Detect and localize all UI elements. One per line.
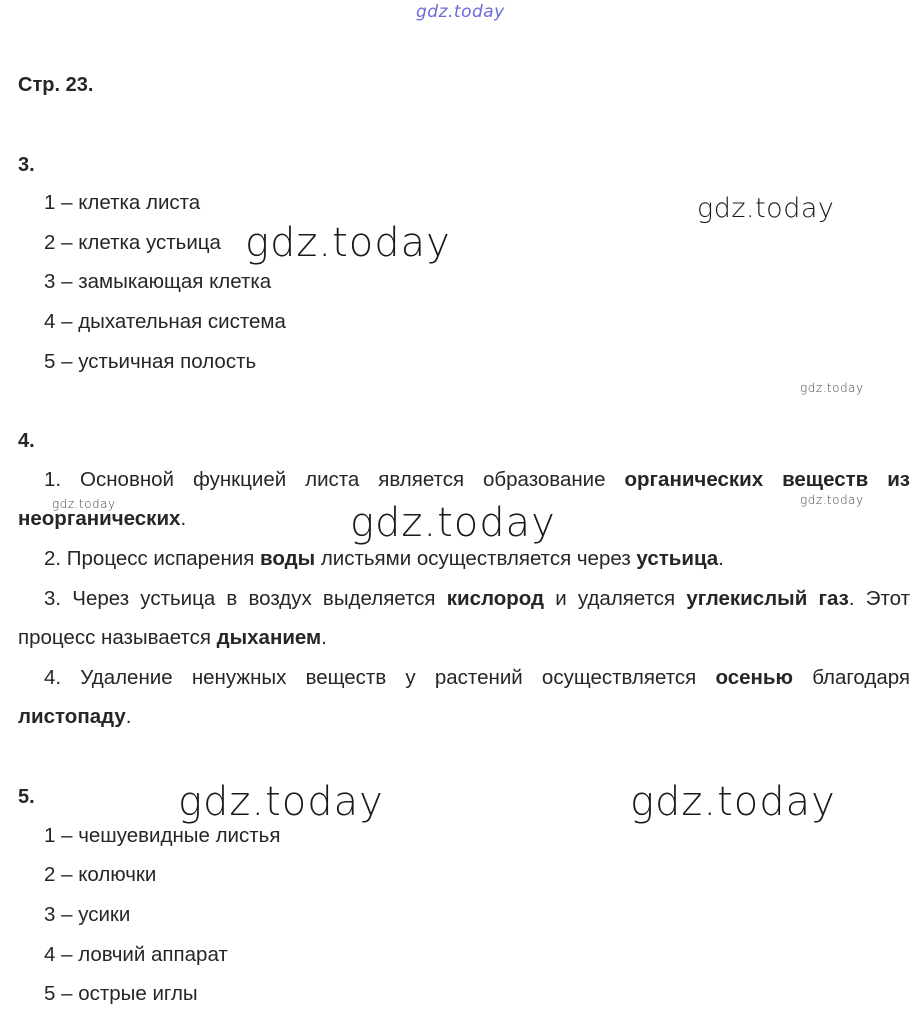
text: благодаря <box>792 666 910 689</box>
text: . Этот процесс называется <box>18 587 910 649</box>
list-item: 2 – клетка устьица <box>44 231 221 254</box>
list-item: 3 – замыкающая клетка <box>44 270 272 293</box>
watermark: gdz.today <box>800 493 864 507</box>
list-item: 3 – усики <box>44 903 131 926</box>
bold-text: листопаду <box>18 705 126 728</box>
text: . <box>321 626 327 649</box>
watermark: gdz.today <box>52 497 116 511</box>
page-label: Стр. 23. <box>18 74 94 96</box>
watermark: gdz.today <box>178 779 384 825</box>
watermark: gdz.today <box>697 193 835 224</box>
watermark: gdz.today <box>245 220 451 266</box>
text: и удаляется <box>544 587 687 610</box>
list-item: 4 – дыхательная система <box>44 310 286 333</box>
text: 1. Основной функцией листа является образование <box>44 468 625 491</box>
watermark: gdz.today <box>350 500 556 546</box>
bold-text: углекислый газ <box>686 587 849 610</box>
task4-number: 4. <box>18 430 35 452</box>
text: . <box>180 507 187 530</box>
text: 4. Удаление ненужных веществ у растений осуществляется <box>44 666 716 689</box>
text: листьями осуществляется через <box>315 547 637 570</box>
task4-paragraph-3 <box>18 579 910 657</box>
watermark: gdz.today <box>630 779 836 825</box>
task5-number: 5. <box>18 786 35 808</box>
bold-text: дыханием <box>216 626 322 649</box>
text: . <box>125 705 132 728</box>
text: 2. Процесс испарения <box>44 547 261 570</box>
list-item: 1 – клетка листа <box>44 191 201 214</box>
list-item: 4 – ловчий аппарат <box>44 943 228 966</box>
bold-text: устьица <box>636 547 719 570</box>
list-item: 5 – устьичная полость <box>44 350 257 373</box>
bold-text: органических веществ из неорганических <box>18 468 910 530</box>
task3-number: 3. <box>18 154 35 176</box>
text: . <box>718 547 724 570</box>
list-item: 1 – чешуевидные листья <box>44 824 281 847</box>
bold-text: осенью <box>715 666 793 689</box>
task4-paragraph-1 <box>18 460 910 538</box>
task4-paragraph-2 <box>18 539 910 578</box>
bold-text: кислород <box>446 587 545 610</box>
watermark: gdz.today <box>800 381 864 395</box>
watermark-top: gdz.today <box>416 2 505 22</box>
list-item: 5 – острые иглы <box>44 982 198 1005</box>
list-item: 2 – колючки <box>44 863 157 886</box>
bold-text: воды <box>260 547 316 570</box>
task4-paragraph-4 <box>18 658 910 736</box>
text: 3. Через устьица в воздух выделяется <box>44 587 447 610</box>
